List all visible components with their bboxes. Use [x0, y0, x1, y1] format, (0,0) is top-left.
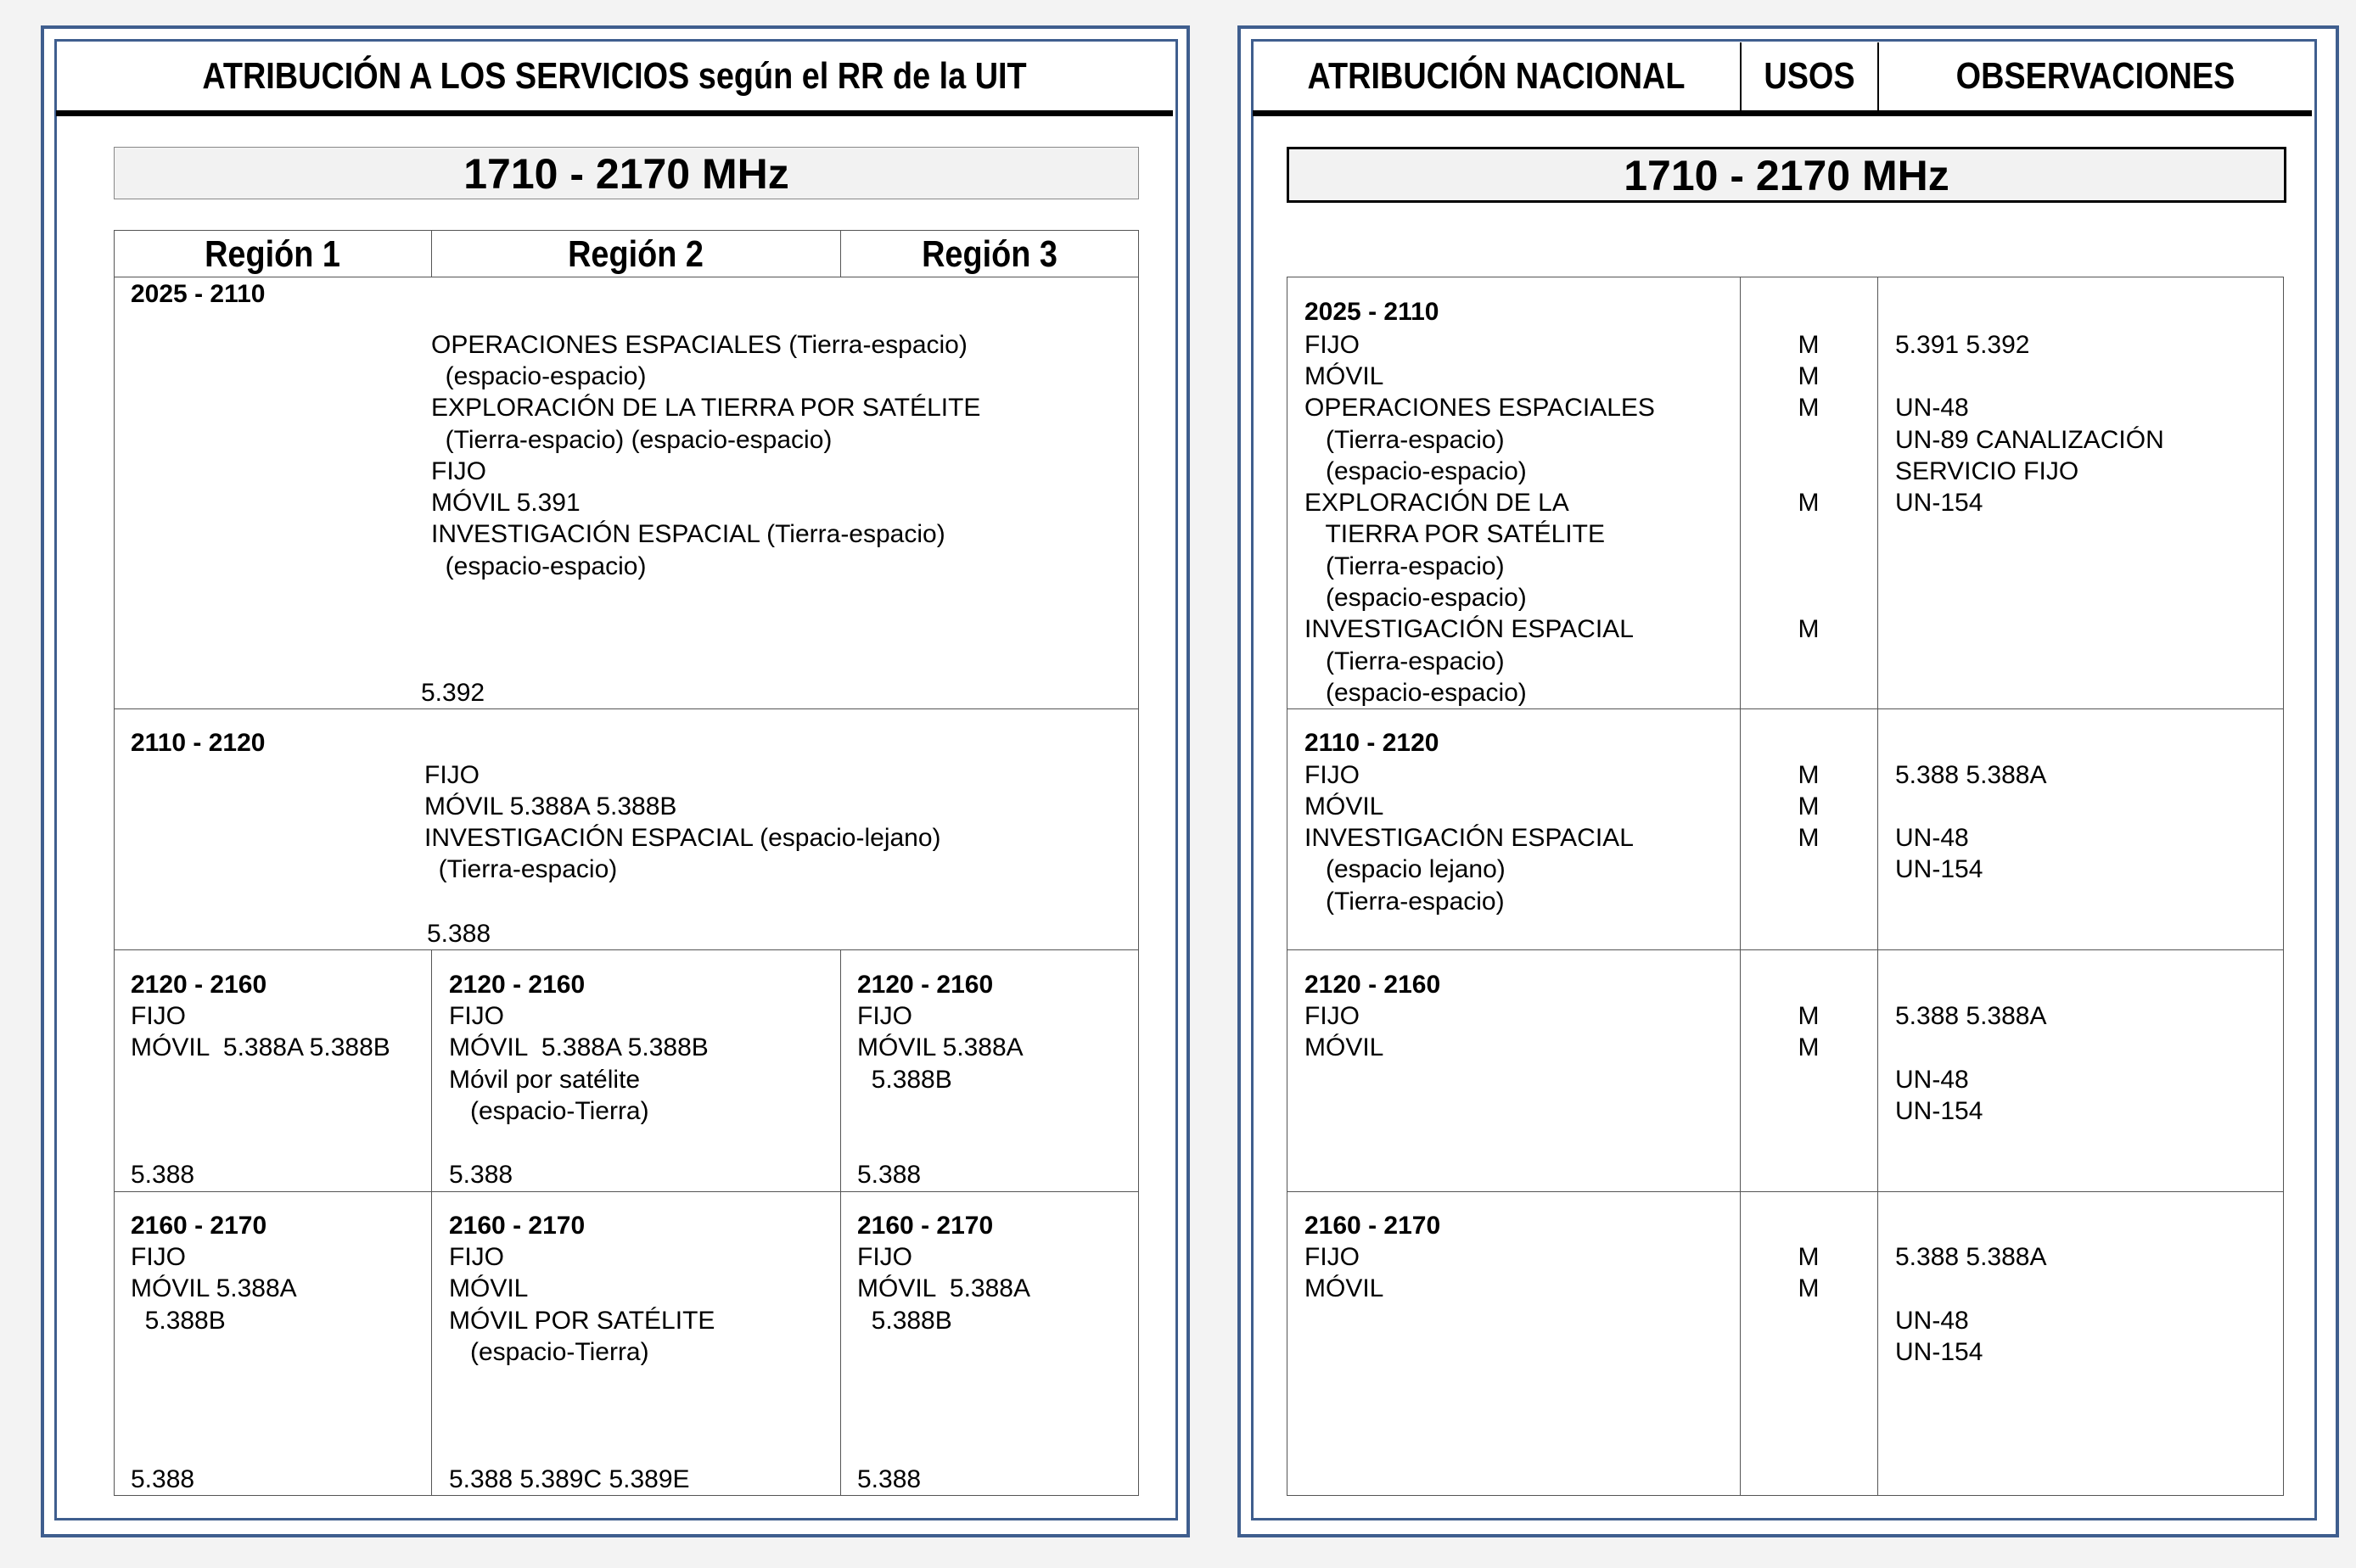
right-band-title: 1710 - 2170 MHz [1287, 147, 2286, 203]
r2-2160-footnote: 5.388 5.389C 5.389E [449, 1465, 690, 1493]
band-2110-service: (Tierra-espacio) [424, 855, 618, 883]
r3-2160-service: 5.388B [857, 1307, 952, 1335]
nat-2025-service: TIERRA POR SATÉLITE [1304, 520, 1605, 548]
right-header-divider-1 [1740, 42, 1742, 114]
r1-2120-range: 2120 - 2160 [131, 971, 267, 999]
nat-2025-service: EXPLORACIÓN DE LA [1304, 489, 1569, 517]
nat-2120-uso: M [1798, 1033, 1820, 1061]
nat-2025-service: (espacio-espacio) [1304, 584, 1527, 612]
r3-2120-footnote: 5.388 [857, 1161, 922, 1189]
r2-2160-range: 2160 - 2170 [449, 1212, 586, 1240]
r1-2160-footnote: 5.388 [131, 1465, 195, 1493]
r2-2160-service: (espacio-Tierra) [449, 1338, 649, 1366]
nat-2110-service: INVESTIGACIÓN ESPACIAL [1304, 824, 1634, 852]
nat-2120-service: MÓVIL [1304, 1033, 1384, 1061]
left-row-line-2110 [114, 708, 1139, 709]
r1-2120-footnote: 5.388 [131, 1161, 195, 1189]
nat-2025-obs: SERVICIO FIJO [1895, 457, 2079, 485]
nat-2025-obs: 5.391 5.392 [1895, 331, 2030, 359]
nat-2025-service: MÓVIL [1304, 362, 1384, 390]
header-usos: USOS [1764, 55, 1855, 97]
band-2025-range: 2025 - 2110 [131, 280, 266, 308]
nat-2110-service: (Tierra-espacio) [1304, 888, 1505, 916]
r2-2120-service: FIJO [449, 1002, 504, 1030]
nat-2025-range: 2025 - 2110 [1304, 298, 1439, 326]
nat-2160-service: MÓVIL [1304, 1274, 1384, 1302]
nat-2110-service: (espacio lejano) [1304, 855, 1506, 883]
r3-2160-range: 2160 - 2170 [857, 1212, 994, 1240]
nat-2025-service: (espacio-espacio) [1304, 457, 1527, 485]
region-1-header: Región 1 [205, 233, 340, 275]
right-header-divider-2 [1877, 42, 1879, 114]
nat-2025-service: FIJO [1304, 331, 1360, 359]
r2-2160-service: MÓVIL POR SATÉLITE [449, 1307, 715, 1335]
nat-2160-range: 2160 - 2170 [1304, 1212, 1441, 1240]
band-2025-service: OPERACIONES ESPACIALES (Tierra-espacio) [431, 331, 968, 359]
nat-2110-service: MÓVIL [1304, 792, 1384, 820]
r1-2120-service: FIJO [131, 1002, 186, 1030]
band-2025-service: (espacio-espacio) [431, 552, 647, 580]
nat-2025-service: (espacio-espacio) [1304, 679, 1527, 707]
nat-2025-obs: UN-48 [1895, 394, 1969, 422]
r2-2120-service: MÓVIL 5.388A 5.388B [449, 1033, 709, 1061]
nat-2025-service: INVESTIGACIÓN ESPACIAL [1304, 615, 1634, 643]
band-2025-service: INVESTIGACIÓN ESPACIAL (Tierra-espacio) [431, 520, 945, 548]
band-2110-footnote: 5.388 [427, 920, 491, 948]
band-2025-service: (Tierra-espacio) (espacio-espacio) [431, 426, 833, 454]
r3-2120-service: 5.388B [857, 1066, 952, 1094]
nat-2110-range: 2110 - 2120 [1304, 729, 1439, 757]
left-row-line-2160 [114, 1191, 1139, 1192]
left-header-title: ATRIBUCIÓN A LOS SERVICIOS según el RR de la UIT [202, 55, 1027, 97]
right-row-line-2110 [1287, 708, 2284, 709]
band-2110-service: INVESTIGACIÓN ESPACIAL (espacio-lejano) [424, 824, 941, 852]
r1-2160-service: FIJO [131, 1243, 186, 1271]
nat-2160-obs: UN-48 [1895, 1307, 1969, 1335]
left-col-divider-2 [840, 949, 841, 1496]
region-3-header: Región 3 [922, 233, 1057, 275]
nat-2120-obs: UN-48 [1895, 1066, 1969, 1094]
nat-2160-uso: M [1798, 1274, 1820, 1302]
nat-2160-uso: M [1798, 1243, 1820, 1271]
nat-2120-obs: 5.388 5.388A [1895, 1002, 2047, 1030]
region-2-header: Región 2 [568, 233, 704, 275]
right-row-line-2120 [1287, 949, 2284, 950]
nat-2110-uso: M [1798, 792, 1820, 820]
right-col-divider-obs [1877, 277, 1878, 1496]
r1-2160-service: MÓVIL 5.388A [131, 1274, 297, 1302]
nat-2025-service: OPERACIONES ESPACIALES [1304, 394, 1655, 422]
nat-2025-service: (Tierra-espacio) [1304, 552, 1505, 580]
r2-2160-service: MÓVIL [449, 1274, 529, 1302]
nat-2160-obs: UN-154 [1895, 1338, 1983, 1366]
r2-2160-service: FIJO [449, 1243, 504, 1271]
nat-2160-obs: 5.388 5.388A [1895, 1243, 2047, 1271]
nat-2025-obs: UN-89 CANALIZACIÓN [1895, 426, 2164, 454]
nat-2120-obs: UN-154 [1895, 1097, 1983, 1125]
band-2025-service: FIJO [431, 457, 486, 485]
region-divider-2 [840, 230, 841, 277]
band-2110-service: MÓVIL 5.388A 5.388B [424, 792, 677, 820]
nat-2120-uso: M [1798, 1002, 1820, 1030]
nat-2025-uso: M [1798, 394, 1820, 422]
header-observaciones: OBSERVACIONES [1955, 55, 2235, 97]
left-row-line-2120 [114, 949, 1139, 950]
r1-2160-service: 5.388B [131, 1307, 226, 1335]
nat-2025-uso: M [1798, 489, 1820, 517]
nat-2110-uso: M [1798, 761, 1820, 789]
nat-2110-uso: M [1798, 824, 1820, 852]
region-divider-1 [431, 230, 432, 277]
nat-2120-service: FIJO [1304, 1002, 1360, 1030]
r2-2120-footnote: 5.388 [449, 1161, 513, 1189]
nat-2110-obs: UN-154 [1895, 855, 1983, 883]
band-2110-range: 2110 - 2120 [131, 729, 266, 757]
band-2110-service: FIJO [424, 761, 480, 789]
nat-2025-obs: UN-154 [1895, 489, 1983, 517]
band-2025-service: (espacio-espacio) [431, 362, 647, 390]
r3-2120-range: 2120 - 2160 [857, 971, 994, 999]
nat-2110-obs: UN-48 [1895, 824, 1969, 852]
left-col-divider-1 [431, 949, 432, 1496]
nat-2160-service: FIJO [1304, 1243, 1360, 1271]
r3-2160-service: FIJO [857, 1243, 912, 1271]
r2-2120-service: (espacio-Tierra) [449, 1097, 649, 1125]
band-2025-service: EXPLORACIÓN DE LA TIERRA POR SATÉLITE [431, 394, 981, 422]
left-band-title: 1710 - 2170 MHz [114, 147, 1139, 199]
right-col-divider-usos [1740, 277, 1741, 1496]
nat-2110-service: FIJO [1304, 761, 1360, 789]
nat-2025-uso: M [1798, 331, 1820, 359]
nat-2025-service: (Tierra-espacio) [1304, 426, 1505, 454]
band-2025-footnote: 5.392 [421, 679, 485, 707]
r2-2120-range: 2120 - 2160 [449, 971, 586, 999]
r1-2160-range: 2160 - 2170 [131, 1212, 267, 1240]
r1-2120-service: MÓVIL 5.388A 5.388B [131, 1033, 390, 1061]
right-row-line-2160 [1287, 1191, 2284, 1192]
header-atribucion-nacional: ATRIBUCIÓN NACIONAL [1307, 55, 1686, 97]
band-2025-service: MÓVIL 5.391 [431, 489, 581, 517]
nat-2025-service: (Tierra-espacio) [1304, 647, 1505, 675]
r3-2160-service: MÓVIL 5.388A [857, 1274, 1030, 1302]
nat-2025-uso: M [1798, 362, 1820, 390]
r2-2120-service: Móvil por satélite [449, 1066, 641, 1094]
nat-2110-obs: 5.388 5.388A [1895, 761, 2047, 789]
nat-2120-range: 2120 - 2160 [1304, 971, 1441, 999]
r3-2120-service: MÓVIL 5.388A [857, 1033, 1024, 1061]
r3-2120-service: FIJO [857, 1002, 912, 1030]
nat-2025-uso: M [1798, 615, 1820, 643]
r3-2160-footnote: 5.388 [857, 1465, 922, 1493]
